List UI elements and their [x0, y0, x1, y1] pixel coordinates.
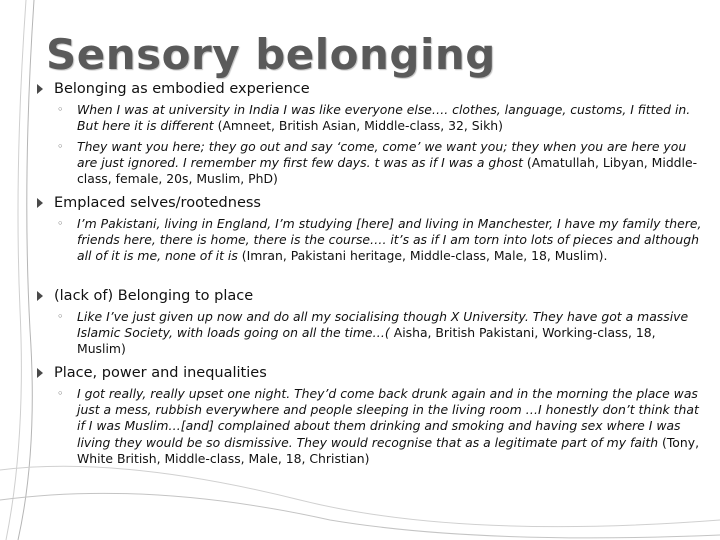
section-heading-embodied: Belonging as embodied experience	[54, 80, 310, 98]
quote-text: Like I’ve just given up now and do all my socialising though X University. They have got a massive Islamic Society, with loads going on all the time…(	[77, 309, 689, 341]
quote-amatullah	[57, 139, 703, 188]
quote-imran	[57, 216, 703, 265]
quote-attribution: (Amneet, British Asian, Middle-class, 32, Sikh)	[217, 118, 503, 134]
slide-title: Sensory belonging	[46, 30, 496, 79]
circle-bullet-icon: ◦	[57, 140, 64, 153]
circle-bullet-icon: ◦	[57, 217, 64, 230]
section-heading-lack-of-belonging: (lack of) Belonging to place	[54, 287, 253, 305]
quote-amneet	[57, 102, 703, 134]
circle-bullet-icon: ◦	[57, 310, 64, 323]
triangle-bullet-icon	[37, 368, 43, 378]
quote-text: I got really, really upset one night. They’d come back drunk again and in the morning the place was just a mess, rubbish everywhere and people sleeping in the living room …I honestly don’t think that if I was Muslim…[and] complained about them drinking and smoking and having sex where I was living they would be so dismissive. They would recognise that as a legitimate part of my faith	[77, 386, 699, 450]
circle-bullet-icon: ◦	[57, 387, 64, 400]
section-heading-emplaced: Emplaced selves/rootedness	[54, 194, 261, 212]
quote-attribution: (Tony, White British, Middle-class, Male, 18, Christian)	[77, 434, 700, 466]
triangle-bullet-icon	[37, 291, 43, 301]
triangle-bullet-icon	[37, 84, 43, 94]
quote-attribution: (Amatullah, Libyan, Middle-class, female, 20s, Muslim, PhD)	[77, 155, 698, 187]
quote-text: I’m Pakistani, living in England, I’m studying [here] and living in Manchester, I have my family there, friends here, there is home, there is the course…. it’s as if I am torn into lots of pieces and although all of it is me, none of it is	[77, 216, 702, 264]
quote-attribution: Aisha, British Pakistani, Working-class, 18, Muslim)	[77, 325, 656, 357]
quote-text: When I was at university in India I was like everyone else…. clothes, language, customs, I fitted in. But here it is different	[77, 102, 691, 134]
quote-text: They want you here; they go out and say ‘come, come’ we want you; they when you are here you are just ignored. I remember my first few days. t was as if I was a ghost	[77, 139, 687, 171]
section-heading-place-power: Place, power and inequalities	[54, 364, 267, 382]
quote-tony	[57, 386, 703, 467]
quote-attribution: (Imran, Pakistani heritage, Middle-class, Male, 18, Muslim).	[237, 248, 608, 264]
triangle-bullet-icon	[37, 198, 43, 208]
quote-aisha	[57, 309, 703, 358]
circle-bullet-icon: ◦	[57, 103, 64, 116]
